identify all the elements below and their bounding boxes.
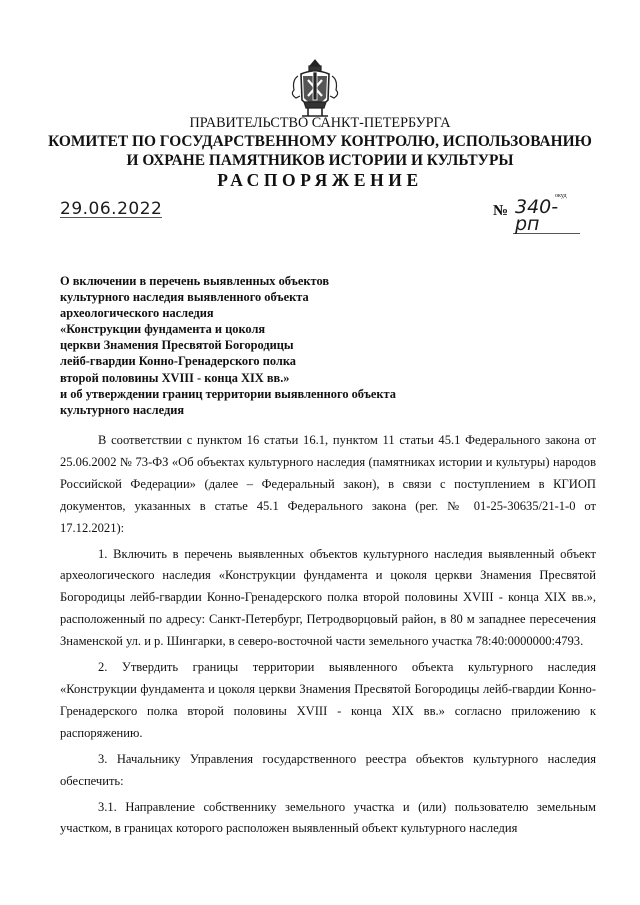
order-body bbox=[60, 430, 596, 840]
order-title bbox=[60, 273, 460, 418]
title-line: археологического наследия bbox=[60, 306, 214, 321]
title-line: «Конструкции фундамента и цоколя bbox=[60, 322, 266, 337]
title-line: и об утверждении границ территории выявленного объекта bbox=[60, 386, 396, 401]
document-type: РАСПОРЯЖЕНИЕ bbox=[217, 170, 423, 190]
item-1-paragraph: 1. Включить в перечень выявленных объектов культурного наследия выявленный объект археологического наследия «Конструкции фундамента и цоколя церкви Знамения Пресвятой Богородицы лейб-гвардии Конно-Гренадерского полка второй половины XVIII - конца XIX вв.», расположенный по адресу: Санкт-Петербург, Петродворцовый район, в 80 м западнее пересечения Знаменской ул. и р. Шингарки, в северо-восточной части земельного участка 78:40:0000000:4793. bbox=[60, 546, 596, 649]
item-3-paragraph: 3. Начальнику Управления государственного реестра объектов культурного наследия обеспечить: bbox=[60, 751, 596, 788]
committee-line-1: КОМИТЕТ ПО ГОСУДАРСТВЕННОМУ КОНТРОЛЮ, ИСПОЛЬЗОВАНИЮ bbox=[48, 133, 592, 150]
item-2-paragraph: 2. Утвердить границы территории выявленного объекта культурного наследия «Конструкции фундамента и цоколя церкви Знамения Пресвятой Богородицы лейб-гвардии Конно-Гренадерского полка второй половины XVIII - конца XIX вв.» согласно приложению к распоряжению. bbox=[60, 660, 596, 740]
title-line: лейб-гвардии Конно-Гренадерского полка bbox=[60, 354, 296, 369]
title-line: культурного наследия bbox=[60, 402, 185, 417]
preamble-paragraph: В соответствии с пунктом 16 статьи 16.1, пунктом 11 статьи 45.1 Федерального закона от 25.06.2002 № 73-ФЗ «Об объектах культурного наследия (памятниках истории и культуры) народов Российской Федерации» (далее – Федеральный закон), в связи с поступлением в КГИОП документов, указанных в статье 45.1 Федерального закона (рег. № 01-25-30635/21-1-0 от 17.12.2021): bbox=[60, 433, 596, 535]
title-line: О включении в перечень выявленных объектов bbox=[60, 274, 330, 288]
item-3-1-paragraph: 3.1. Направление собственнику земельного участка и (или) пользователю земельным участком, в границах которого расположен выявленный объект культурного наследия bbox=[60, 799, 596, 836]
government-name: ПРАВИТЕЛЬСТВО САНКТ-ПЕТЕРБУРГА bbox=[189, 115, 451, 131]
title-line: церкви Знамения Пресвятой Богородицы bbox=[60, 338, 294, 353]
committee-line-2: И ОХРАНЕ ПАМЯТНИКОВ ИСТОРИИ И КУЛЬТУРЫ bbox=[126, 152, 514, 169]
document-date: 29.06.2022 bbox=[60, 199, 163, 219]
date-number-row bbox=[60, 193, 580, 233]
number-label: № bbox=[493, 203, 509, 219]
title-line: культурного наследия выявленного объекта bbox=[60, 290, 309, 305]
coat-of-arms-icon bbox=[286, 58, 344, 120]
document-number: 340-рп bbox=[513, 199, 580, 234]
title-line: второй половины XVIII - конца XIX вв.» bbox=[60, 370, 290, 385]
committee-name bbox=[0, 132, 640, 170]
okud-label: окуд bbox=[555, 193, 567, 199]
